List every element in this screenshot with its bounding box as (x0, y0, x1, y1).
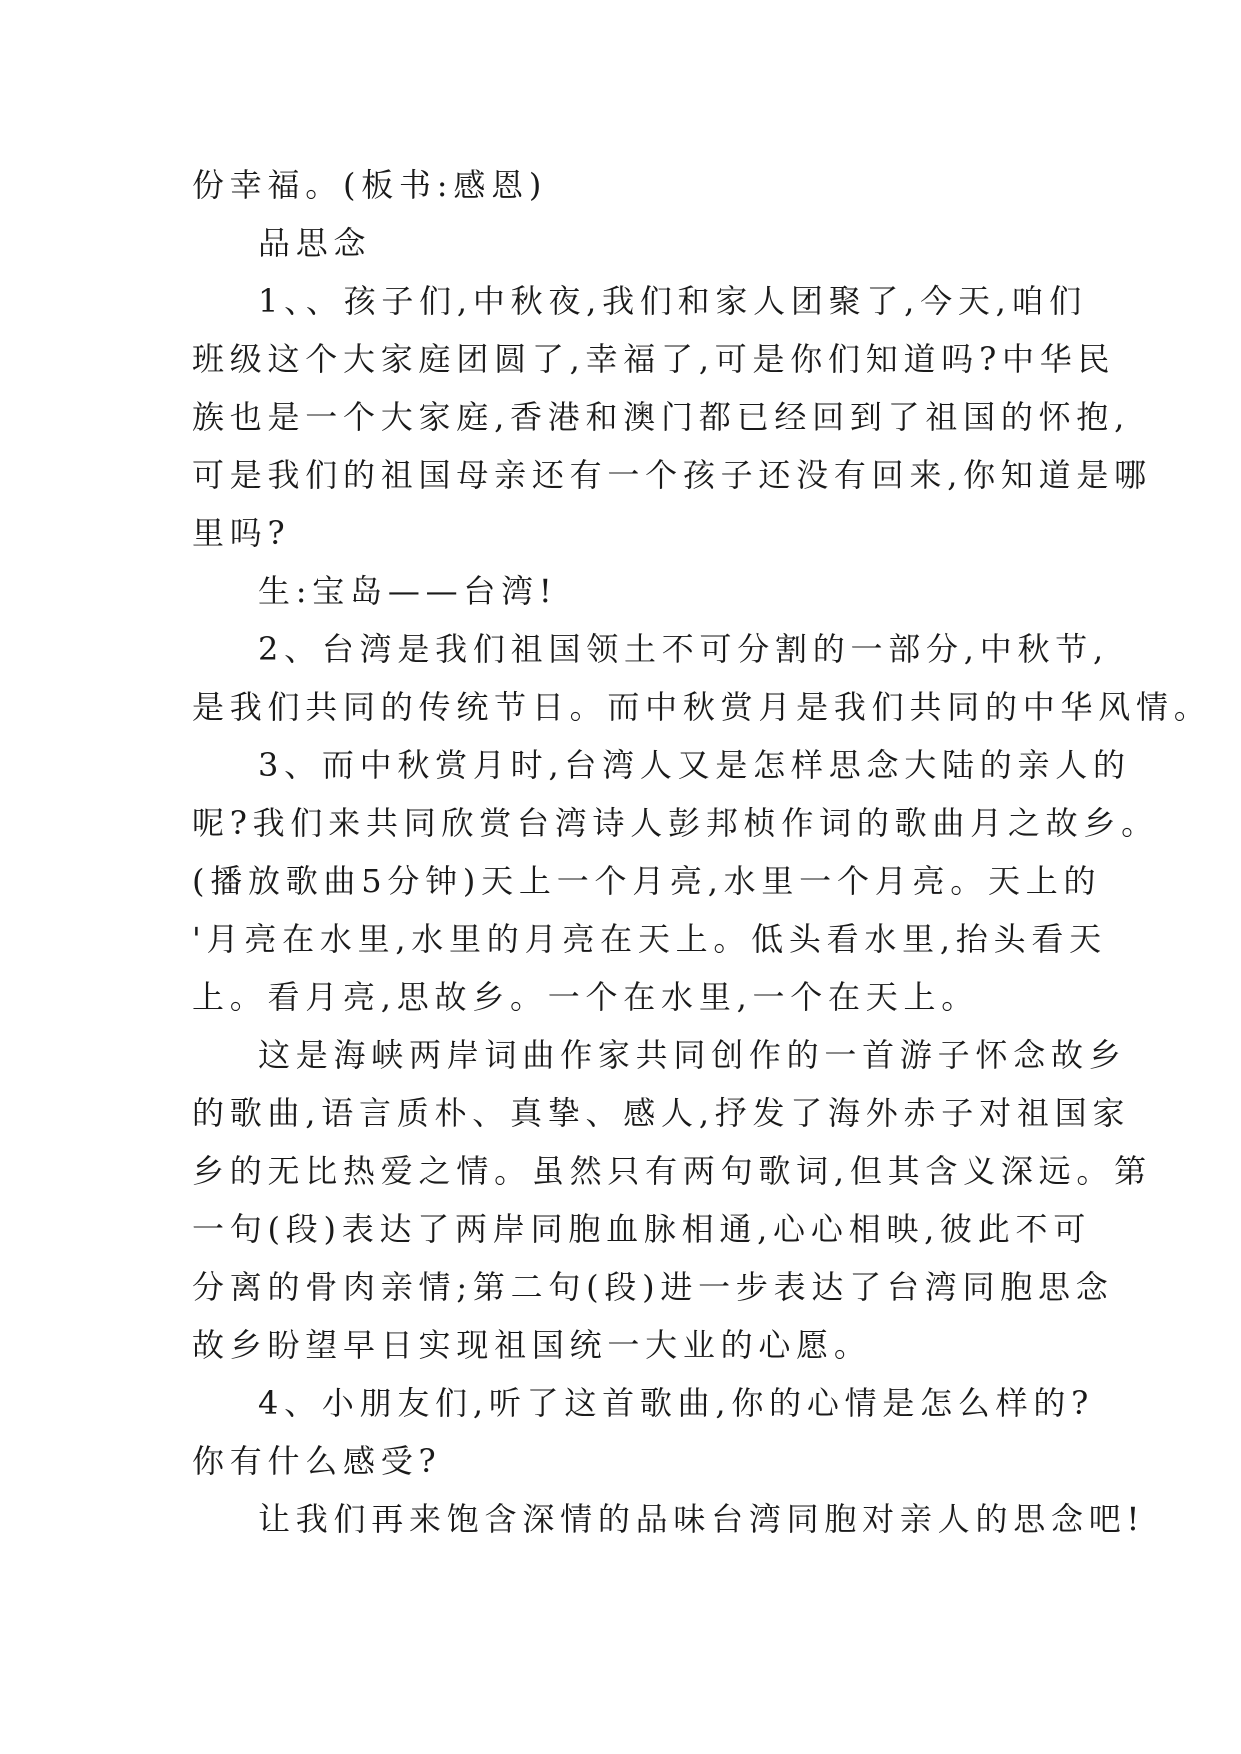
text-line: 你有什么感受? (192, 1442, 442, 1480)
text-line: 是我们共同的传统节日。而中秋赏月是我们共同的中华风情。 (192, 688, 1212, 726)
text-line: 生:宝岛——台湾! (258, 572, 558, 610)
text-line: 分离的骨肉亲情;第二句(段)进一步表达了台湾同胞思念 (192, 1268, 1114, 1306)
text-line: 这是海峡两岸词曲作家共同创作的一首游子怀念故乡 (258, 1036, 1127, 1074)
text-line: 可是我们的祖国母亲还有一个孩子还没有回来,你知道是哪 (192, 456, 1152, 494)
text-line: 2、台湾是我们祖国领土不可分割的一部分,中秋节, (258, 630, 1109, 668)
text-line: 班级这个大家庭团圆了,幸福了,可是你们知道吗?中华民 (192, 340, 1116, 378)
section-heading: 品思念 (258, 224, 372, 262)
text-line: 份幸福。(板书:感恩) (192, 166, 548, 204)
text-line: 一句(段)表达了两岸同胞血脉相通,心心相映,彼此不可 (192, 1210, 1092, 1248)
text-line: 让我们再来饱含深情的品味台湾同胞对亲人的思念吧! (258, 1500, 1146, 1538)
text-line: 故乡盼望早日实现祖国统一大业的心愿。 (192, 1326, 872, 1364)
text-line: 里吗? (192, 514, 291, 552)
text-line: (播放歌曲5分钟)天上一个月亮,水里一个月亮。天上的 (192, 862, 1102, 900)
text-line: '月亮在水里,水里的月亮在天上。低头看水里,抬头看天 (192, 920, 1107, 958)
text-line: 4、小朋友们,听了这首歌曲,你的心情是怎么样的? (258, 1384, 1095, 1422)
text-line: 乡的无比热爱之情。虽然只有两句歌词,但其含义深远。第 (192, 1152, 1152, 1190)
text-line: 呢?我们来共同欣赏台湾诗人彭邦桢作词的歌曲月之故乡。 (192, 804, 1159, 842)
text-line: 上。看月亮,思故乡。一个在水里,一个在天上。 (192, 978, 980, 1016)
text-line: 的歌曲,语言质朴、真挚、感人,抒发了海外赤子对祖国家 (192, 1094, 1131, 1132)
text-line: 族也是一个大家庭,香港和澳门都已经回到了祖国的怀抱, (192, 398, 1131, 436)
text-line: 3、而中秋赏月时,台湾人又是怎样思念大陆的亲人的 (258, 746, 1131, 784)
text-line: 1、、孩子们,中秋夜,我们和家人团聚了,今天,咱们 (258, 282, 1088, 320)
